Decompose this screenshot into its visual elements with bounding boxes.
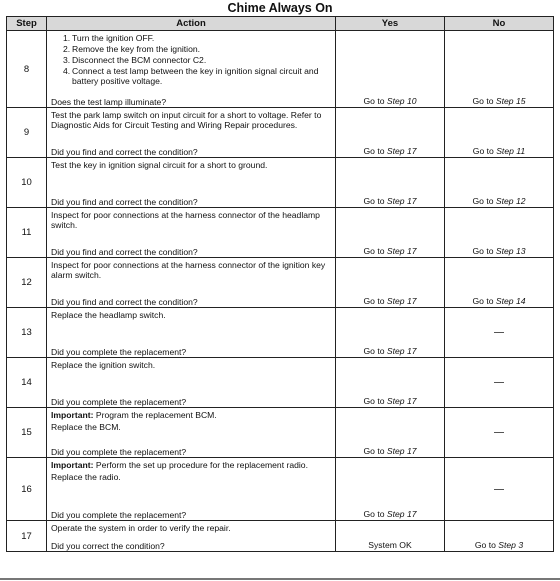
no-cell [445,408,554,458]
yes-goto-link[interactable]: Step 17 [386,196,417,206]
yes-cell [336,458,445,521]
action-cell [47,31,336,108]
yes-cell [336,308,445,358]
no-goto-prefix: Go to [472,196,496,206]
action-instructions [51,460,331,510]
action-question: Did you complete the replacement? [51,397,187,407]
table-row [7,208,554,258]
important-text: Perform the set up procedure for the replacement radio. [93,460,308,470]
no-goto-link[interactable]: Step 3 [498,540,524,550]
yes-goto-link[interactable]: Step 17 [386,146,417,156]
yes-goto-prefix: Go to [363,446,387,456]
action-question: Did you find and correct the condition? [51,297,198,307]
instruction-list [51,33,331,86]
table-row [7,158,554,208]
action-text: Replace the radio. [51,472,121,482]
no-goto-prefix: Go to [472,246,496,256]
important-note [51,460,331,470]
action-cell [47,408,336,458]
yes-goto-prefix: Go to [363,196,387,206]
no-goto-link[interactable]: Step 13 [495,246,526,256]
yes-goto-link[interactable]: Step 17 [386,246,417,256]
no-cell [445,158,554,208]
list-item-number: 4. [63,66,71,76]
action-question: Did you find and correct the condition? [51,197,198,207]
action-text: Test the key in ignition signal circuit for a short to ground. [51,160,268,170]
yes-goto-prefix: Go to [363,246,387,256]
action-cell [47,458,336,521]
yes-goto-link[interactable]: Step 17 [386,296,417,306]
action-content [51,210,331,257]
yes-goto-link[interactable]: Step 10 [386,96,417,106]
no-cell [445,108,554,158]
no-goto-prefix: Go to [474,540,499,550]
action-instructions [51,160,331,197]
action-text: Inspect for poor connections at the harness connector of the ignition key alarm switch. [51,260,326,280]
dash-mark [494,432,504,433]
action-content [51,110,331,157]
action-cell [47,308,336,358]
action-question: Did you find and correct the condition? [51,247,198,257]
dash-mark [494,382,504,383]
dash-mark [494,332,504,333]
list-item-number: 1. [63,33,71,43]
list-item-text: Connect a test lamp between the key in ignition signal circuit and battery positive voltage. [72,66,319,86]
action-question: Did you correct the condition? [51,541,165,551]
no-goto-prefix: Go to [472,96,496,106]
yes-goto-link[interactable]: Step 17 [386,396,417,406]
action-instructions [51,210,331,247]
yes-cell [336,358,445,408]
no-cell [445,31,554,108]
table-row [7,408,554,458]
action-instructions [51,33,331,97]
action-question: Did you complete the replacement? [51,347,187,357]
important-label: Important: [51,460,94,470]
step-number: 13 [7,308,47,358]
page-title: Chime Always On [227,1,333,15]
action-instructions [51,310,331,347]
yes-cell [336,158,445,208]
list-item [63,55,331,65]
yes-goto-prefix: Go to [363,296,387,306]
action-instructions [51,260,331,297]
action-text: Test the park lamp switch on input circuit for a short to voltage. Refer to Diagnostic Aids for Circuit Testing and Wiring Repair procedures. [51,110,322,130]
action-instructions [51,410,331,447]
important-note [51,410,331,420]
yes-cell [336,108,445,158]
yes-goto-link[interactable]: Step 17 [386,346,417,356]
action-instructions [51,360,331,397]
no-goto-prefix: Go to [472,296,496,306]
action-content [51,360,331,407]
no-goto-link[interactable]: Step 15 [495,96,526,106]
table-row [7,308,554,358]
list-item-number: 2. [63,44,71,54]
action-content [51,460,331,520]
action-text: Operate the system in order to verify the repair. [51,523,231,533]
table-row [7,258,554,308]
table-header-row [7,17,554,31]
action-question: Did you complete the replacement? [51,510,187,520]
important-text: Program the replacement BCM. [93,410,217,420]
dash-mark [494,489,504,490]
action-content [51,410,331,457]
action-text: Inspect for poor connections at the harness connector of the headlamp switch. [51,210,320,230]
step-number: 11 [7,208,47,258]
step-number: 17 [7,521,47,552]
no-goto-link[interactable]: Step 14 [495,296,526,306]
table-row [7,358,554,408]
important-label: Important: [51,410,94,420]
step-number: 12 [7,258,47,308]
yes-cell [336,208,445,258]
action-cell [47,258,336,308]
yes-result: System OK [368,540,412,550]
yes-goto-prefix: Go to [363,509,387,519]
header-action: Action [47,17,336,31]
step-number: 14 [7,358,47,408]
no-goto-link[interactable]: Step 12 [495,196,526,206]
list-item [63,33,331,43]
list-item [63,44,331,54]
action-question: Did you complete the replacement? [51,447,187,457]
yes-goto-prefix: Go to [363,96,387,106]
header-yes: Yes [336,17,445,31]
yes-goto-prefix: Go to [363,396,387,406]
step-number: 15 [7,408,47,458]
table-row [7,108,554,158]
action-content [51,523,331,551]
no-cell [445,521,554,552]
no-cell [445,258,554,308]
no-cell [445,358,554,408]
table-row [7,31,554,108]
table-row [7,521,554,552]
action-cell [47,521,336,552]
list-item-text: Disconnect the BCM connector C2. [72,55,207,65]
step-number: 8 [7,31,47,108]
diagnostic-table [6,16,554,552]
list-item [63,66,331,86]
action-content [51,33,331,107]
no-goto-prefix: Go to [472,146,497,156]
action-cell [47,108,336,158]
list-item-number: 3. [63,55,71,65]
list-item-text: Remove the key from the ignition. [72,44,201,54]
yes-goto-prefix: Go to [363,346,387,356]
yes-cell [336,258,445,308]
step-number: 10 [7,158,47,208]
yes-cell [336,31,445,108]
no-goto-link[interactable]: Step 11 [496,146,526,156]
action-text: Replace the headlamp switch. [51,310,166,320]
action-question: Does the test lamp illuminate? [51,97,167,107]
action-question: Did you find and correct the condition? [51,147,198,157]
step-number: 9 [7,108,47,158]
yes-cell [336,408,445,458]
action-instructions [51,523,331,541]
action-content [51,160,331,207]
action-text: Replace the BCM. [51,422,121,432]
step-number: 16 [7,458,47,521]
action-cell [47,158,336,208]
table-row [7,458,554,521]
action-cell [47,358,336,408]
no-cell [445,308,554,358]
yes-goto-prefix: Go to [363,146,387,156]
action-text: Replace the ignition switch. [51,360,156,370]
action-content [51,310,331,357]
no-cell [445,458,554,521]
header-step: Step [7,17,47,31]
no-cell [445,208,554,258]
action-instructions [51,110,331,147]
bottom-rule [0,578,560,580]
action-content [51,260,331,307]
list-item-text: Turn the ignition OFF. [72,33,155,43]
table-body [7,31,554,552]
yes-goto-link[interactable]: Step 17 [386,446,417,456]
action-cell [47,208,336,258]
yes-cell [336,521,445,552]
yes-goto-link[interactable]: Step 17 [386,509,417,519]
header-no: No [445,17,554,31]
